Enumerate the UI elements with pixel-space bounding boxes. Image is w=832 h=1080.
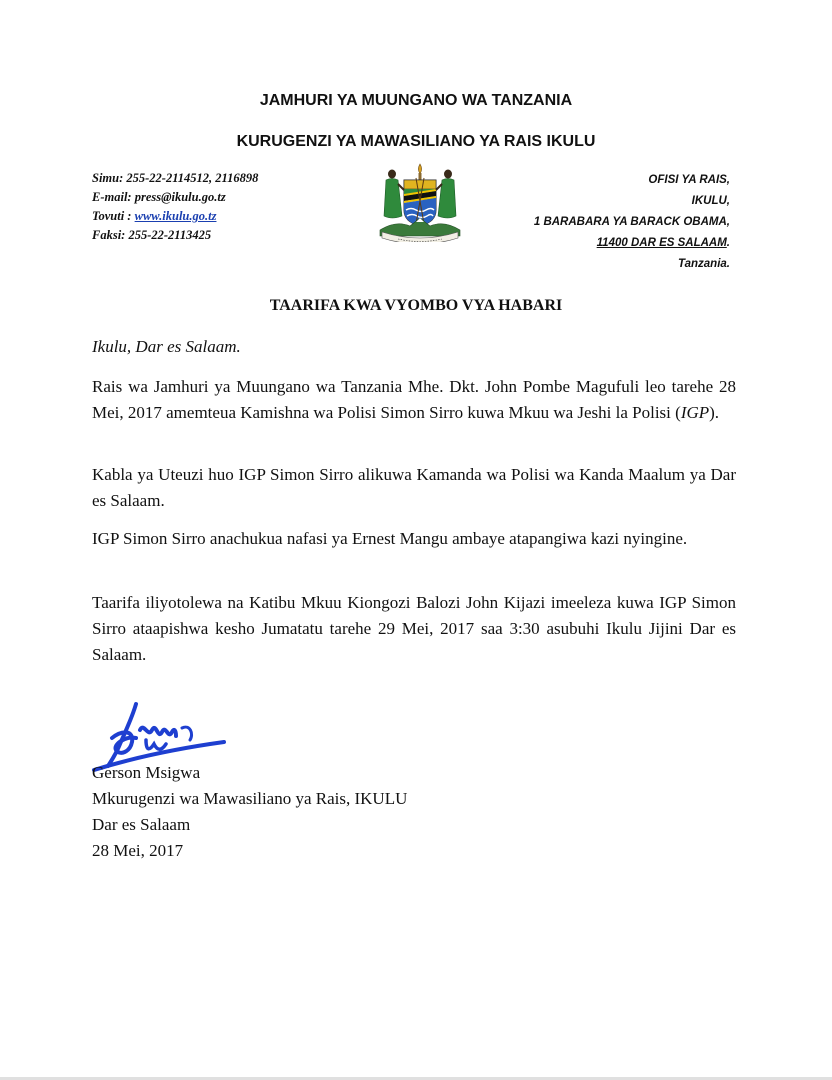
paragraph-swearing-in: Taarifa iliyotolewa na Katibu Mkuu Kiongozi Balozi John Kijazi imeeleza kuwa IGP Simon Sirro ataapishwa kesho Jumatatu tarehe 29 Mei, 2017 saa 3:30 asubuhi Ikulu Jijini Dar es Salaam.: [92, 593, 736, 664]
website-link[interactable]: www.ikulu.go.tz: [134, 209, 217, 223]
coat-of-arms-icon: [376, 160, 464, 242]
address-line-office: OFISI YA RAIS,: [648, 174, 730, 186]
signer-date: 28 Mei, 2017: [92, 841, 184, 860]
contact-block-right: [534, 170, 730, 275]
document-title: TAARIFA KWA VYOMBO VYA HABARI: [269, 297, 563, 314]
email-line: E-mail: press@ikulu.go.tz: [92, 190, 226, 204]
contact-block-left: [92, 169, 258, 245]
address-period: .: [726, 237, 730, 249]
fax-line: Faksi: 255-22-2113425: [92, 228, 212, 242]
address-line-country: Tanzania.: [678, 258, 730, 270]
signer-place: Dar es Salaam: [92, 815, 191, 834]
paragraph-previous-role: Kabla ya Uteuzi huo IGP Simon Sirro alikuwa Kamanda wa Polisi wa Kanda Maalum ya Dar es Salaam.: [92, 465, 736, 510]
website-label: Tovuti :: [92, 209, 135, 223]
address-line-ikulu: IKULU,: [691, 195, 730, 207]
igp-abbreviation: IGP: [680, 403, 710, 422]
paragraph-appointment-text: Rais wa Jamhuri ya Muungano wa Tanzania Mhe. Dkt. John Pombe Magufuli leo tarehe 28 Mei, 2017 amemteua Kamishna wa Polisi Simon Sirro kuwa Mkuu wa Jeshi la Polisi (: [92, 377, 736, 422]
paragraph-appointment-end: ).: [709, 403, 720, 422]
dateline: Ikulu, Dar es Salaam.: [92, 337, 241, 356]
address-line-city: [534, 233, 730, 254]
paragraph-appointment: [92, 374, 736, 426]
address-line-street: 1 BARABARA YA BARACK OBAMA,: [533, 216, 730, 228]
address-postcode-city: 11400 DAR ES SALAAM: [596, 237, 727, 249]
header-republic-name: JAMHURI YA MUUNGANO WA TANZANIA: [259, 92, 573, 109]
signer-title: Mkurugenzi wa Mawasiliano ya Rais, IKULU: [92, 789, 408, 808]
website-line: [92, 207, 258, 226]
header-directorate-name: KURUGENZI YA MAWASILIANO YA RAIS IKULU: [236, 133, 596, 150]
signature-block: [92, 760, 407, 864]
signer-name: Gerson Msigwa: [92, 763, 201, 782]
paragraph-replacement: IGP Simon Sirro anachukua nafasi ya Ernest Mangu ambaye atapangiwa kazi nyingine.: [92, 529, 688, 548]
phone-line: Simu: 255-22-2114512, 2116898: [92, 171, 259, 185]
